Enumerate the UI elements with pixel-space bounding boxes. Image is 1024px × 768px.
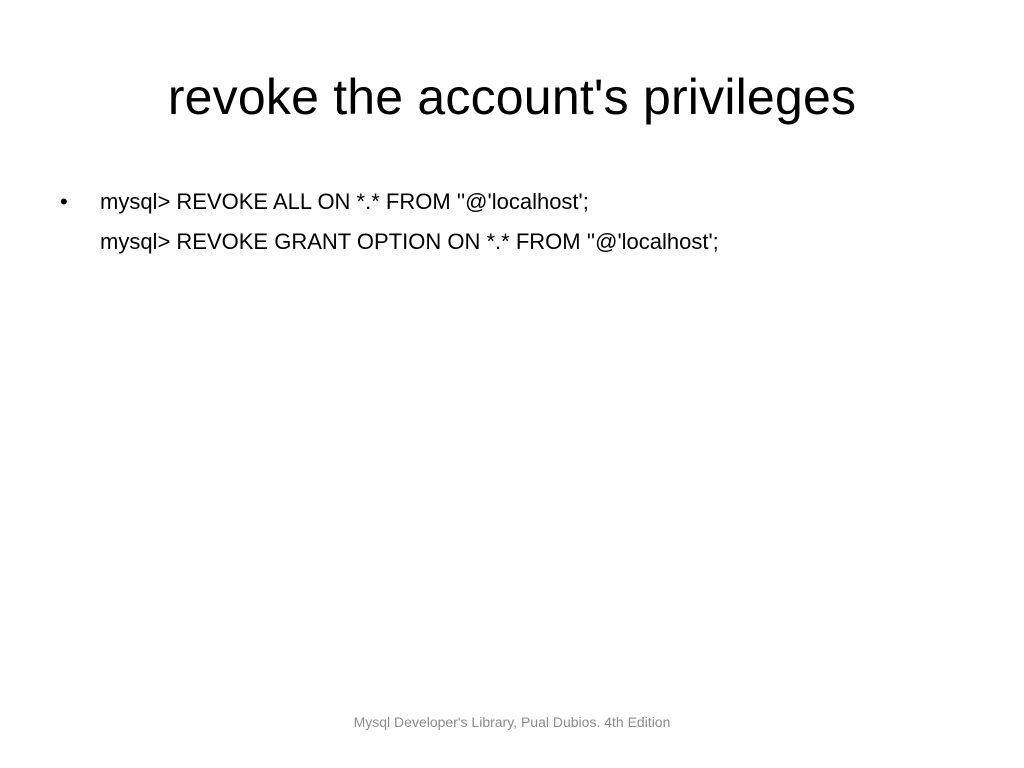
bullet-item	[60, 185, 960, 259]
slide-footer: Mysql Developer's Library, Pual Dubios. 4th Edition	[353, 714, 671, 730]
command-line-revoke-all: mysql> REVOKE ALL ON *.* FROM ''@'localhost';	[100, 189, 589, 214]
bullet-dot-icon: •	[60, 189, 68, 214]
command-line-revoke-grant-option: mysql> REVOKE GRANT OPTION ON *.* FROM ''@'localhost';	[100, 229, 719, 254]
slide-content	[60, 185, 960, 259]
slide-title: revoke the account's privileges	[167, 69, 857, 125]
